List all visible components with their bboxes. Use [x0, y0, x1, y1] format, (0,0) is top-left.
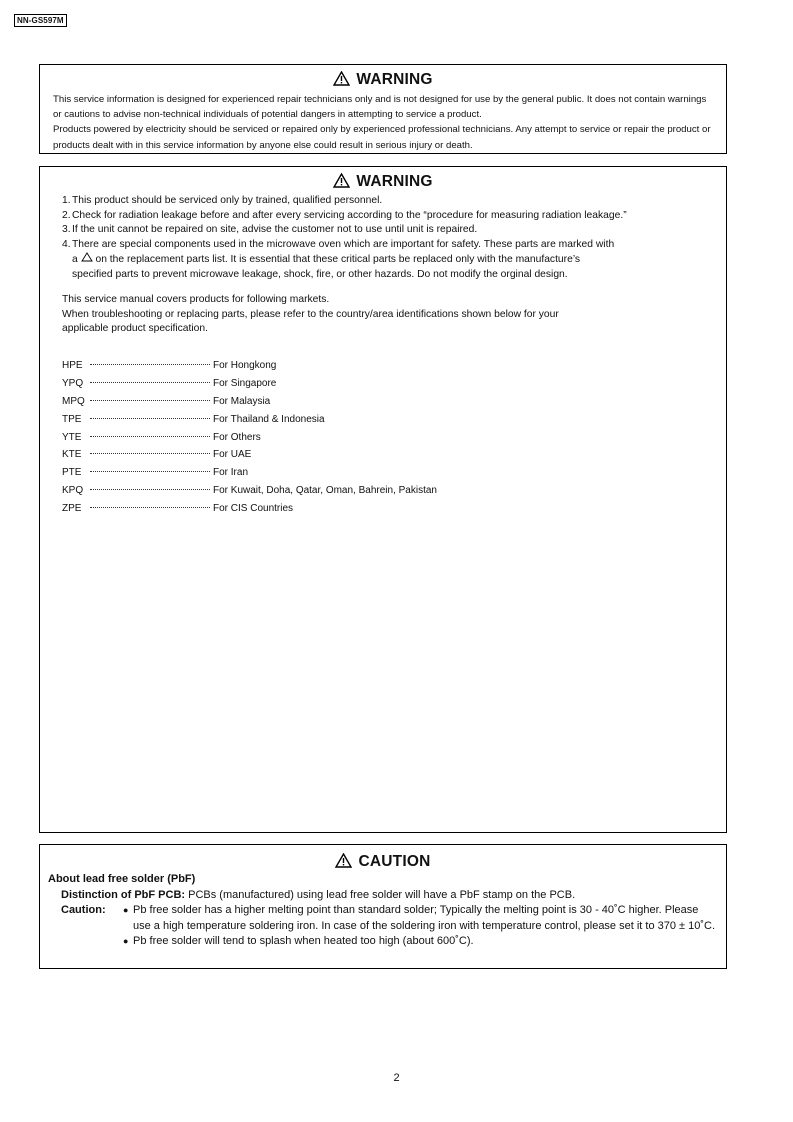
market-row: KPQ For Kuwait, Doha, Qatar, Oman, Bahrein, Pakistan: [62, 485, 437, 497]
warning-triangle-icon: [333, 71, 350, 91]
warning-text: [53, 92, 716, 153]
leader-dots: [90, 471, 210, 472]
safety-mark-icon: [81, 254, 93, 265]
bullet-icon: ●: [123, 936, 129, 947]
caution-heading: [40, 853, 726, 873]
market-row: MPQ For Malaysia: [62, 395, 271, 407]
leader-dots: [90, 453, 210, 454]
market-row: HPE For Hongkong: [62, 360, 277, 371]
caution-bullets: [123, 903, 716, 950]
leader-dots: [90, 364, 210, 365]
page-number: 2: [393, 1072, 400, 1084]
market-row: ZPE For CIS Countries: [62, 503, 294, 515]
warning-box-general: [39, 64, 727, 154]
market-row: PTE For Iran: [62, 467, 249, 479]
caution-text: [48, 872, 716, 950]
bullet-icon: ●: [123, 905, 129, 916]
warning-paragraph: Products powered by electricity should be serviced or repaired only by experienced professional technicians. Any attempt to service or repair the product or products dealt with in this service information by anyone else could result in serious injury or death.: [53, 124, 711, 151]
warning-list-item: 4. There are special components used in the microwave oven which are important for safety. These parts are marked with a on the replacement parts list. It is essential that these critical parts be replaced only with the manufacture’s specified parts to prevent microwave leakage, shock, fire, or other hazards. Do not modify the orginal design.: [62, 238, 615, 280]
warning-list-item: 2. Check for radiation leakage before and after every servicing according to the “procedure for measuring radiation leakage.”: [62, 209, 627, 221]
markets-intro: This service manual covers products for following markets. When troubleshooting or replacing parts, please refer to the country/area identifications shown below for your applicable product specification.: [62, 294, 559, 335]
warning-title: WARNING: [356, 71, 433, 88]
caution-detail: [48, 903, 716, 950]
caution-subtitle: About lead free solder (PbF): [48, 873, 196, 885]
leader-dots: [90, 507, 210, 508]
caution-label: Caution:: [61, 904, 106, 917]
warning-triangle-icon: [335, 853, 352, 873]
leader-dots: [90, 400, 210, 401]
warning-heading: [40, 173, 726, 193]
warning-triangle-icon: [333, 173, 350, 193]
leader-dots: [90, 436, 210, 437]
warning-list-item: 1. This product should be serviced only by trained, qualified personnel.: [62, 195, 383, 206]
warning-heading: [40, 71, 726, 91]
warning-title: WARNING: [356, 173, 433, 190]
leader-dots: [90, 382, 210, 383]
model-number-tag: NN-GS597M: [14, 14, 67, 27]
warning-paragraph: This service information is designed for experienced repair technicians only and is not designed for use by the general public. It does not contain warnings or cautions to advise non-technical individuals of potential dangers in attempting to service a product.: [53, 94, 707, 121]
market-table: [62, 360, 437, 521]
market-row: YTE For Others: [62, 431, 261, 443]
caution-bullet: ● Pb free solder has a higher melting point than standard solder; Typically the melting point is 30 - 40˚C higher. Please use a high temperature soldering iron. In case of the soldering iron with temperature control, please set it to 370 ± 10˚C.: [123, 903, 716, 934]
leader-dots: [90, 418, 210, 419]
warning-list-item: 3. If the unit cannot be repaired on site, advise the customer not to use until unit is repaired.: [62, 224, 478, 236]
caution-title: CAUTION: [358, 853, 431, 870]
market-row: KTE For UAE: [62, 449, 252, 461]
caution-bullet: ● Pb free solder will tend to splash when heated too high (about 600˚C).: [123, 934, 716, 950]
caution-box: [39, 844, 727, 969]
leader-dots: [90, 489, 210, 490]
warning-box-service: [39, 166, 727, 833]
market-row: TPE For Thailand & Indonesia: [62, 413, 325, 425]
market-row: YPQ For Singapore: [62, 377, 277, 389]
warning-list: [62, 194, 722, 283]
pbf-distinction: Distinction of PbF PCB: PCBs (manufactured) using lead free solder will have a PbF stamp on the PCB.: [61, 888, 576, 901]
